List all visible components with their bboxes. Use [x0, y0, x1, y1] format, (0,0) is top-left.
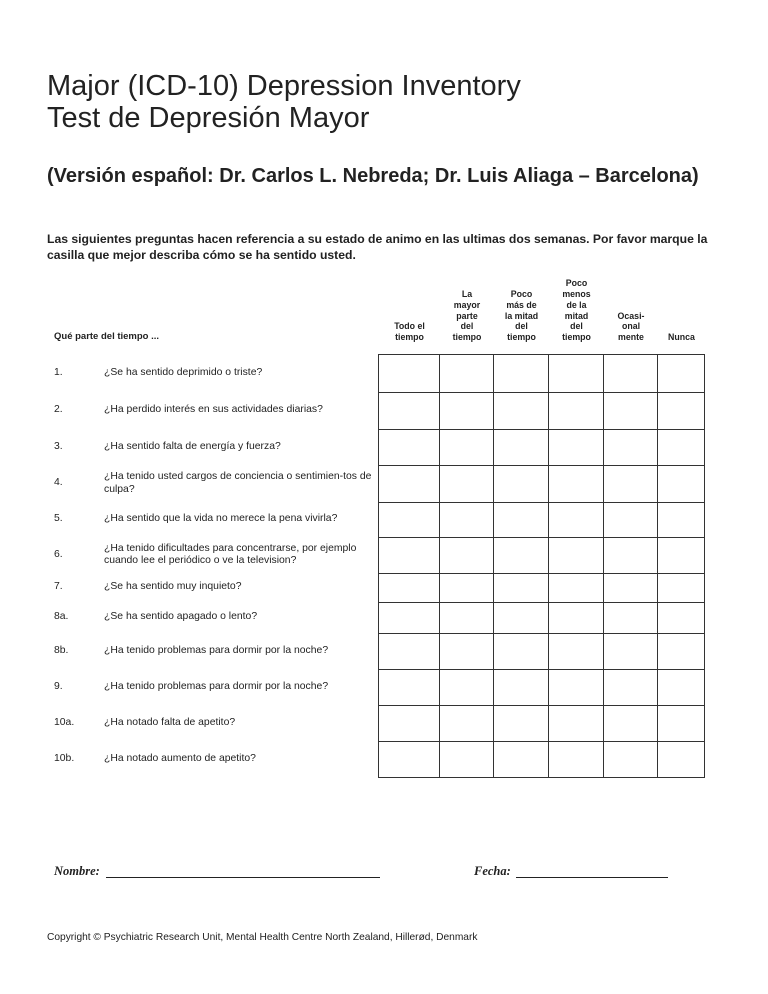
column-header-line: mayor — [453, 299, 481, 310]
column-header-line: mente — [618, 332, 644, 343]
answer-checkbox[interactable] — [379, 742, 440, 778]
column-header-line: la mitad — [504, 310, 539, 321]
column-header-line: tiempo — [452, 332, 482, 343]
answer-row — [379, 355, 705, 393]
answer-checkbox[interactable] — [549, 430, 604, 466]
question-number: 2. — [54, 404, 63, 416]
question-number: 1. — [54, 366, 63, 378]
column-header — [379, 321, 440, 343]
answer-checkbox[interactable] — [440, 603, 494, 634]
column-header-line: menos — [562, 289, 591, 300]
answer-checkbox[interactable] — [604, 503, 658, 538]
column-header-line: Todo el — [394, 321, 425, 332]
question-text: ¿Ha tenido usted cargos de conciencia o sentimien-tos de culpa? — [104, 471, 372, 495]
title-line-spanish: Test de Depresión Mayor — [47, 102, 370, 134]
answer-checkbox[interactable] — [658, 503, 705, 538]
answer-checkbox[interactable] — [440, 706, 494, 742]
question-number: 8b. — [54, 644, 69, 656]
answer-grid — [378, 354, 705, 778]
question-row — [54, 633, 374, 669]
answer-checkbox[interactable] — [604, 574, 658, 603]
answer-checkbox[interactable] — [549, 466, 604, 503]
answer-checkbox[interactable] — [494, 503, 549, 538]
answer-checkbox[interactable] — [440, 466, 494, 503]
answer-checkbox[interactable] — [494, 466, 549, 503]
answer-checkbox[interactable] — [658, 430, 705, 466]
answer-row — [379, 393, 705, 430]
answer-checkbox[interactable] — [604, 670, 658, 706]
answer-checkbox[interactable] — [379, 574, 440, 603]
column-header-line: onal — [621, 321, 641, 332]
column-header — [658, 332, 705, 343]
column-header-line: Poco — [565, 278, 588, 289]
answer-checkbox[interactable] — [658, 538, 705, 574]
answer-checkbox[interactable] — [658, 574, 705, 603]
question-text: ¿Ha notado falta de apetito? — [104, 716, 236, 728]
answer-checkbox[interactable] — [494, 742, 549, 778]
answer-checkbox[interactable] — [658, 742, 705, 778]
column-header-line: tiempo — [507, 332, 536, 343]
question-row — [54, 705, 374, 741]
answer-checkbox[interactable] — [549, 603, 604, 634]
question-text: ¿Ha perdido interés en sus actividades diarias? — [104, 404, 323, 416]
column-header — [549, 278, 604, 343]
column-header-line: tiempo — [562, 332, 591, 343]
answer-checkbox[interactable] — [440, 538, 494, 574]
answer-checkbox[interactable] — [604, 742, 658, 778]
answer-checkbox[interactable] — [604, 634, 658, 670]
column-header-line: del — [515, 321, 528, 332]
question-row — [54, 537, 374, 573]
answer-checkbox[interactable] — [494, 355, 549, 393]
column-header-line: del — [570, 321, 583, 332]
column-header — [494, 289, 549, 343]
answer-checkbox[interactable] — [549, 742, 604, 778]
column-header-line: Nunca — [668, 332, 695, 343]
column-header-line: de la — [566, 299, 587, 310]
date-label: Fecha: — [474, 864, 511, 878]
answer-row — [379, 466, 705, 503]
name-label: Nombre: — [54, 864, 100, 878]
answer-checkbox[interactable] — [549, 574, 604, 603]
question-number: 7. — [54, 581, 63, 593]
answer-checkbox[interactable] — [440, 393, 494, 430]
column-header-line: Ocasi- — [617, 310, 645, 321]
answer-row — [379, 742, 705, 778]
answer-row — [379, 503, 705, 538]
question-number: 5. — [54, 513, 63, 525]
answer-checkbox[interactable] — [379, 670, 440, 706]
question-number: 3. — [54, 440, 63, 452]
question-row — [54, 392, 374, 429]
answer-checkbox[interactable] — [549, 670, 604, 706]
answer-checkbox[interactable] — [440, 503, 494, 538]
question-text: ¿Se ha sentido apagado o lento? — [104, 611, 258, 623]
question-row — [54, 354, 374, 392]
answer-checkbox[interactable] — [494, 603, 549, 634]
answer-checkbox[interactable] — [379, 503, 440, 538]
question-row — [54, 502, 374, 537]
question-number: 10b. — [54, 752, 75, 764]
instructions: Las siguientes preguntas hacen referencia a su estado de animo en las ultimas dos semanas. Por favor marque la casilla que mejor describa cómo se ha sentido usted. — [47, 232, 708, 262]
answer-checkbox[interactable] — [379, 430, 440, 466]
title-line-english: Major (ICD-10) Depression Inventory — [47, 70, 521, 102]
answer-checkbox[interactable] — [549, 634, 604, 670]
answer-row — [379, 670, 705, 706]
answer-checkbox[interactable] — [494, 634, 549, 670]
answer-checkbox[interactable] — [549, 393, 604, 430]
answer-checkbox[interactable] — [604, 466, 658, 503]
question-row — [54, 669, 374, 705]
answer-checkbox[interactable] — [440, 355, 494, 393]
answer-checkbox[interactable] — [440, 634, 494, 670]
answer-checkbox[interactable] — [604, 393, 658, 430]
question-number: 6. — [54, 548, 63, 560]
answer-row — [379, 603, 705, 634]
answer-checkbox[interactable] — [658, 393, 705, 430]
answer-checkbox[interactable] — [379, 393, 440, 430]
question-text: ¿Ha sentido que la vida no merece la pena vivirla? — [104, 513, 338, 525]
question-row — [54, 602, 374, 633]
answer-row — [379, 538, 705, 574]
answer-checkbox[interactable] — [379, 466, 440, 503]
question-text: ¿Ha sentido falta de energía y fuerza? — [104, 440, 281, 452]
column-header-line: mitad — [564, 310, 589, 321]
answer-checkbox[interactable] — [494, 430, 549, 466]
column-header-line: tiempo — [395, 332, 424, 343]
question-number: 4. — [54, 477, 63, 489]
answer-checkbox[interactable] — [379, 634, 440, 670]
answer-checkbox[interactable] — [604, 355, 658, 393]
question-text: ¿Se ha sentido deprimido o triste? — [104, 366, 263, 378]
question-row — [54, 465, 374, 502]
answer-checkbox[interactable] — [494, 538, 549, 574]
column-header-line: más de — [506, 299, 537, 310]
column-header-line: Poco — [510, 289, 533, 300]
answer-checkbox[interactable] — [494, 706, 549, 742]
answer-checkbox[interactable] — [658, 670, 705, 706]
answer-checkbox[interactable] — [549, 355, 604, 393]
answer-checkbox[interactable] — [440, 574, 494, 603]
answer-checkbox[interactable] — [604, 538, 658, 574]
answer-checkbox[interactable] — [494, 670, 549, 706]
question-header: Qué parte del tiempo ... — [54, 331, 160, 342]
answer-row — [379, 706, 705, 742]
answer-checkbox[interactable] — [658, 466, 705, 503]
answer-checkbox[interactable] — [379, 355, 440, 393]
answer-checkbox[interactable] — [549, 706, 604, 742]
question-text: ¿Ha tenido dificultades para concentrarse, por ejemplo cuando lee el periódico o ve la television? — [104, 542, 357, 566]
answer-row — [379, 430, 705, 466]
answer-checkbox[interactable] — [658, 706, 705, 742]
answer-checkbox[interactable] — [604, 603, 658, 634]
answer-checkbox[interactable] — [440, 742, 494, 778]
question-row — [54, 573, 374, 602]
column-header-line: parte — [456, 310, 478, 321]
answer-row — [379, 574, 705, 603]
answer-checkbox[interactable] — [604, 430, 658, 466]
answer-checkbox[interactable] — [379, 538, 440, 574]
answer-checkbox[interactable] — [658, 603, 705, 634]
name-line[interactable] — [106, 877, 380, 878]
column-header — [440, 289, 494, 343]
question-row — [54, 741, 374, 777]
date-line[interactable] — [516, 877, 668, 878]
answer-checkbox[interactable] — [549, 503, 604, 538]
answer-checkbox[interactable] — [658, 634, 705, 670]
question-number: 9. — [54, 680, 63, 692]
answer-checkbox[interactable] — [604, 706, 658, 742]
answer-checkbox[interactable] — [549, 538, 604, 574]
question-text: ¿Ha tenido problemas para dormir por la noche? — [104, 644, 329, 656]
answer-checkbox[interactable] — [379, 603, 440, 634]
question-row — [54, 429, 374, 465]
question-text: ¿Ha notado aumento de apetito? — [104, 752, 256, 764]
answer-checkbox[interactable] — [494, 574, 549, 603]
answer-checkbox[interactable] — [658, 355, 705, 393]
copyright-footer: Copyright © Psychiatric Research Unit, Mental Health Centre North Zealand, Hillerød, Denmark — [47, 932, 478, 943]
question-text: ¿Se ha sentido muy inquieto? — [104, 581, 242, 593]
question-number: 10a. — [54, 716, 75, 728]
answer-row — [379, 634, 705, 670]
column-header — [604, 311, 658, 343]
page-title — [47, 70, 521, 134]
answer-checkbox[interactable] — [440, 430, 494, 466]
question-number: 8a. — [54, 611, 69, 623]
column-header-line: La — [461, 289, 473, 300]
column-header-line: del — [460, 321, 474, 332]
question-text: ¿Ha tenido problemas para dormir por la noche? — [104, 680, 329, 692]
answer-checkbox[interactable] — [494, 393, 549, 430]
answer-checkbox[interactable] — [440, 670, 494, 706]
answer-checkbox[interactable] — [379, 706, 440, 742]
subtitle: (Versión español: Dr. Carlos L. Nebreda; Dr. Luis Aliaga – Barcelona) — [47, 165, 699, 187]
